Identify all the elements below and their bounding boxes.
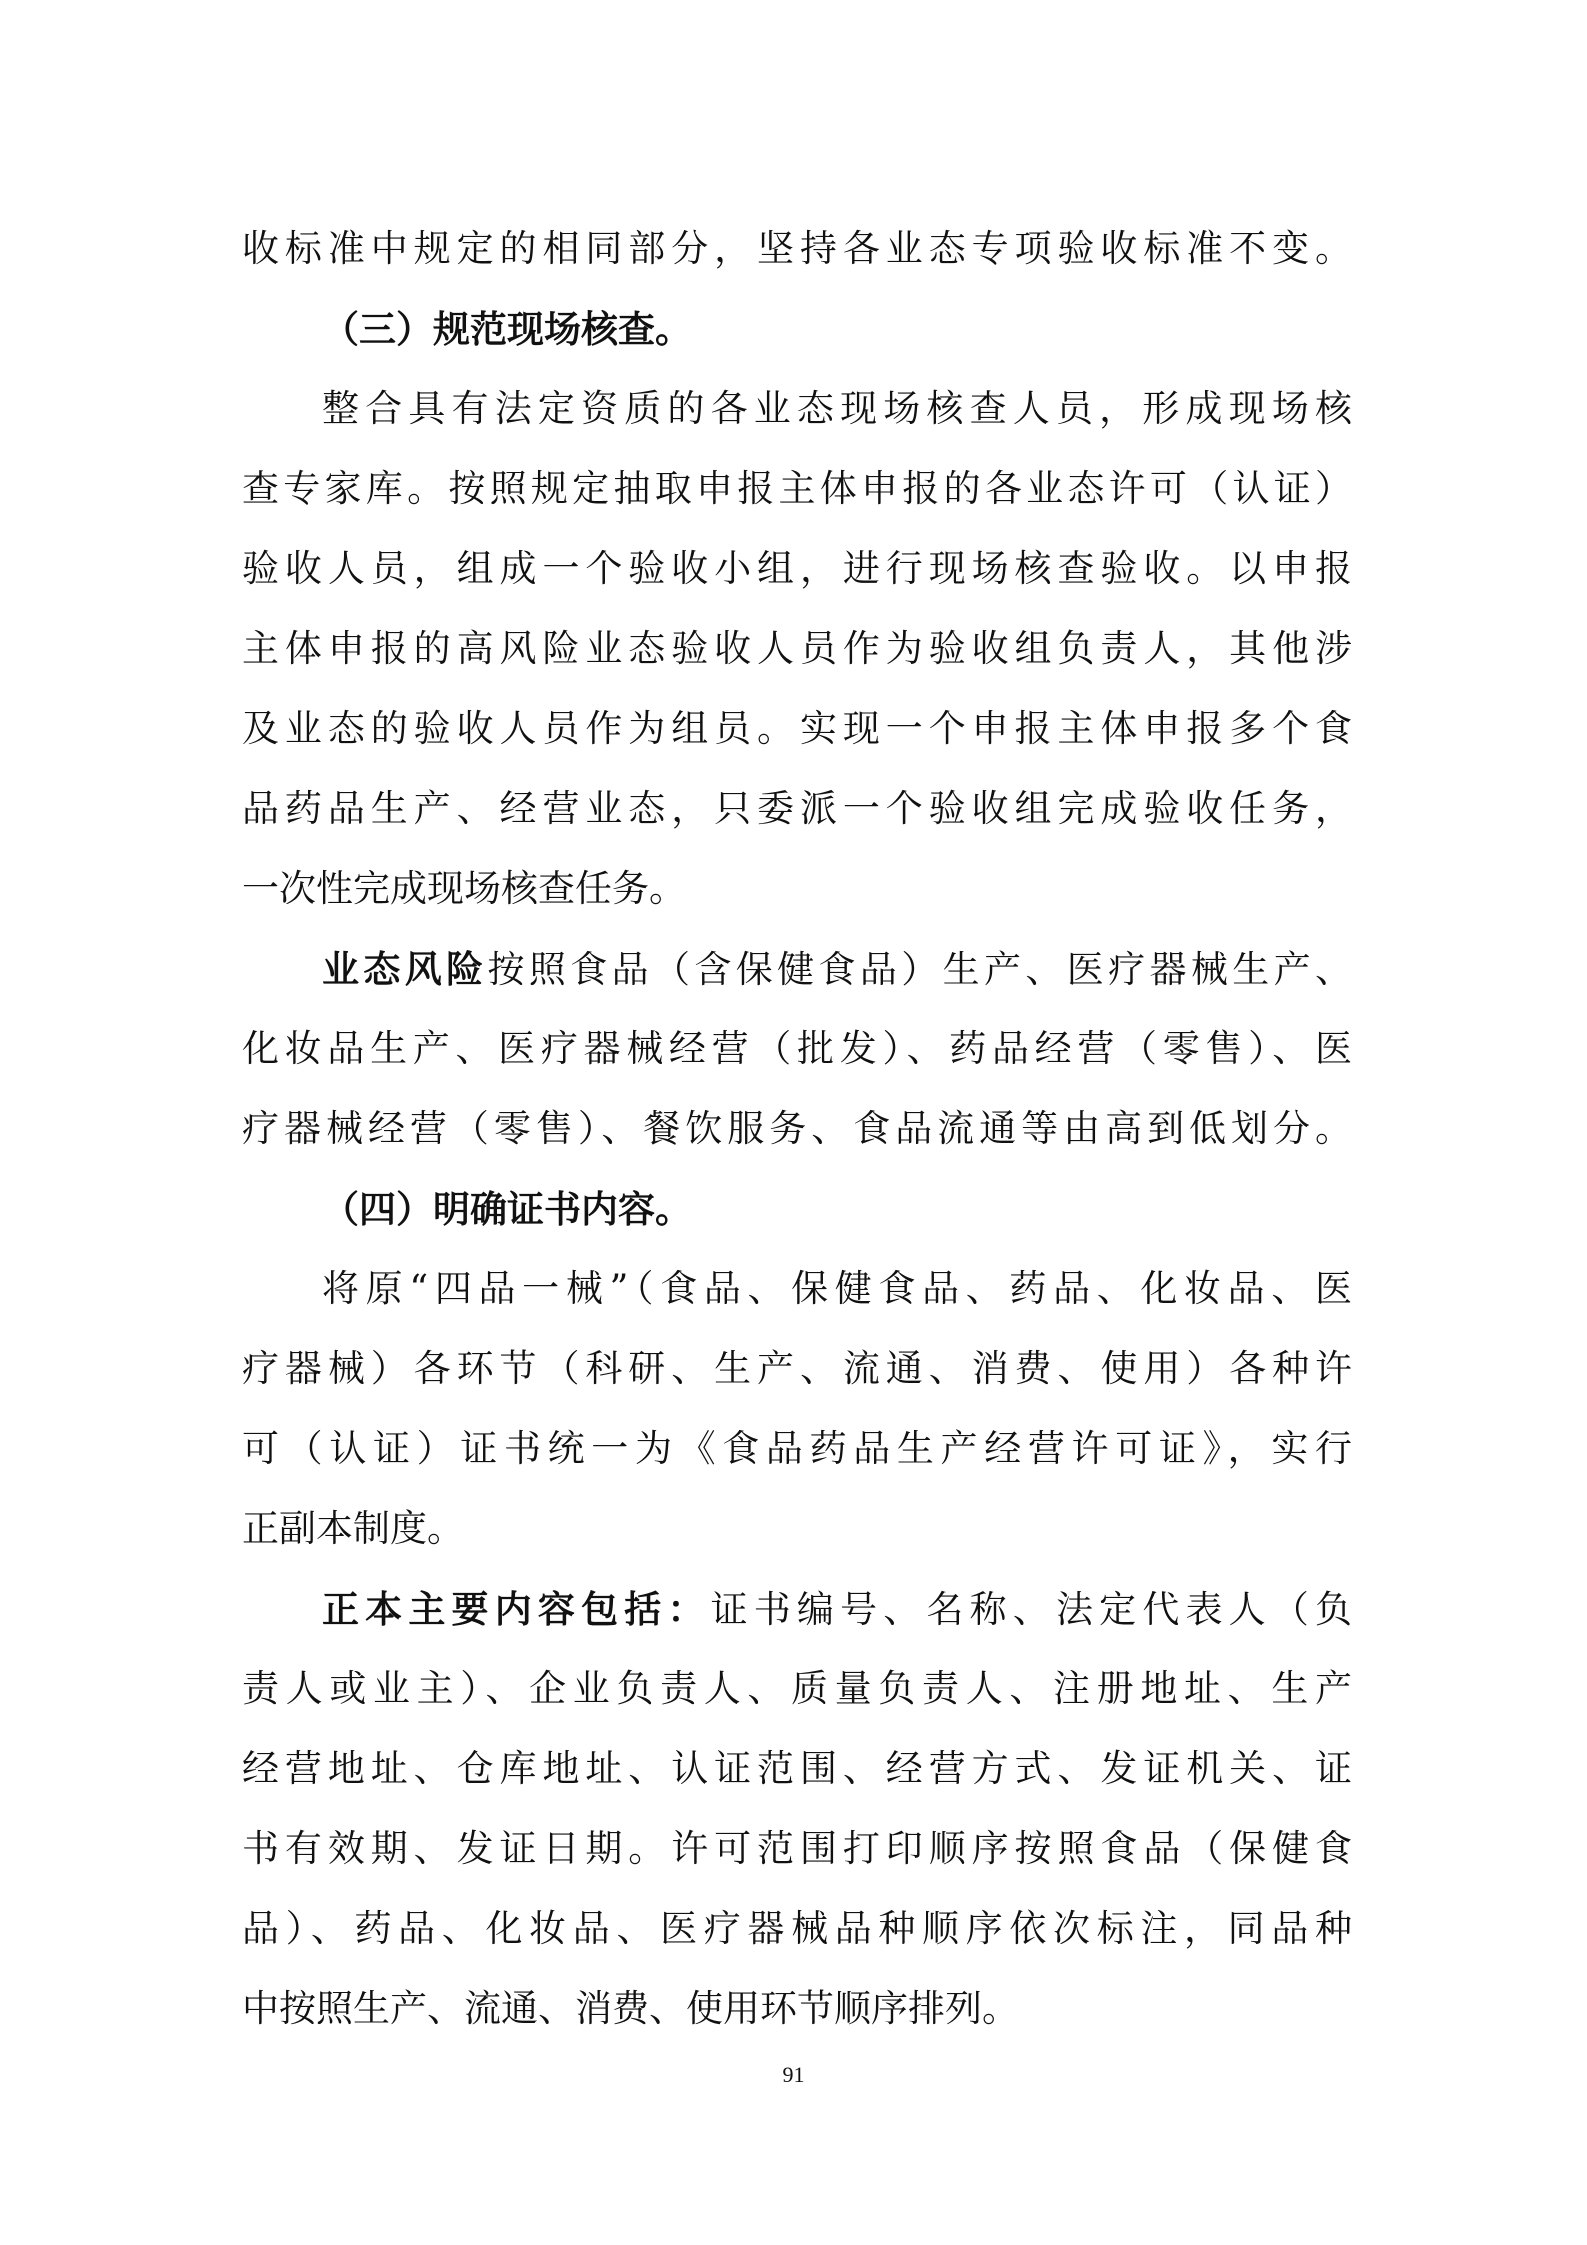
body-line-20: 经营地址、仓库地址、认证范围、经营方式、发证机关、证 [242,1747,1352,1790]
body-line-12: 疗器械经营（零售）、餐饮服务、食品流通等由高到低划分。 [242,1107,1352,1150]
body-line-23: 中按照生产、流通、消费、使用环节顺序排列。 [242,1987,1019,2030]
body-line-22: 品）、药品、化妆品、医疗器械品种顺序依次标注，同品种 [242,1907,1352,1950]
body-line-7: 及业态的验收人员作为组员。实现一个申报主体申报多个食 [242,707,1352,750]
body-line-15: 疗器械）各环节（科研、生产、流通、消费、使用）各种许 [242,1347,1352,1390]
body-line-17: 正副本制度。 [242,1507,464,1550]
section-heading-4: （四）明确证书内容。 [322,1187,692,1231]
body-line-4: 查专家库。按照规定抽取申报主体申报的各业态许可（认证） [242,467,1352,510]
page-number: 91 [782,2062,805,2087]
body-line-3: 整合具有法定资质的各业态现场核查人员，形成现场核 [322,387,1352,430]
body-line-16: 可（认证）证书统一为《食品药品生产经营许可证》，实行 [242,1427,1352,1470]
risk-label: 业态风险 [322,947,488,991]
risk-text: 按照食品（含保健食品）生产、医疗器械生产、 [487,948,1352,991]
document-body [242,209,1352,2049]
body-line-18 [242,1569,1352,1649]
main-content-text: 证书编号、名称、法定代表人（负 [710,1588,1353,1631]
body-line-9: 一次性完成现场核查任务。 [242,867,686,910]
body-line-1: 收标准中规定的相同部分，坚持各业态专项验收标准不变。 [242,227,1352,270]
body-line-19: 责人或业主）、企业负责人、质量负责人、注册地址、生产 [242,1667,1352,1710]
body-line-10 [242,929,1352,1009]
body-line-6: 主体申报的高风险业态验收人员作为验收组负责人，其他涉 [242,627,1352,670]
section-heading-3: （三）规范现场核查。 [322,307,692,351]
body-line-14: 将原“四品一械”（食品、保健食品、药品、化妆品、医 [322,1267,1352,1310]
main-content-label: 正本主要内容包括： [322,1587,711,1631]
body-line-21: 书有效期、发证日期。许可范围打印顺序按照食品（保健食 [242,1827,1352,1870]
body-line-5: 验收人员，组成一个验收小组，进行现场核查验收。以申报 [242,547,1352,590]
body-line-11: 化妆品生产、医疗器械经营（批发）、药品经营（零售）、医 [242,1027,1352,1070]
body-line-8: 品药品生产、经营业态，只委派一个验收组完成验收任务， [242,787,1352,830]
